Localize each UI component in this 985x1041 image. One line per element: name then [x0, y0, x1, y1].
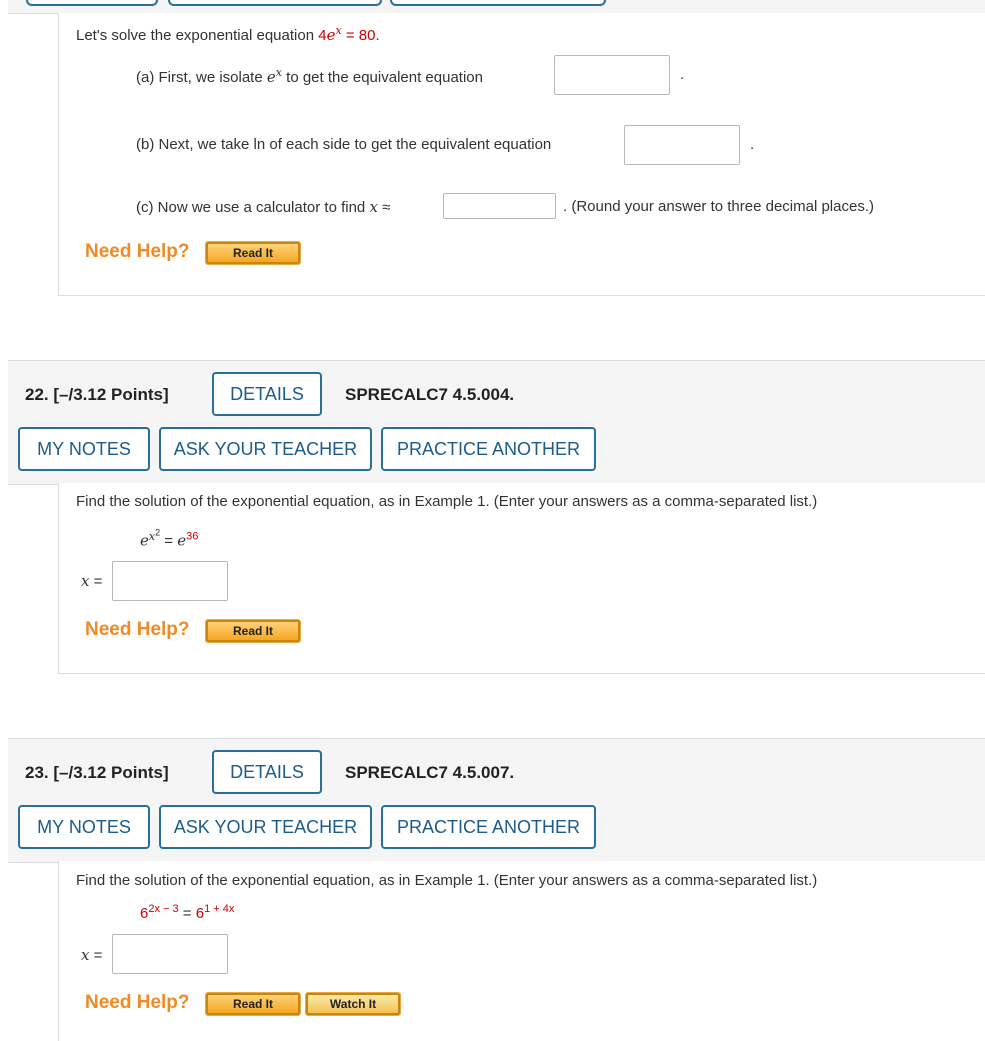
q21-part-b-input[interactable]	[624, 125, 740, 165]
q23-watch-it-button[interactable]: Watch It	[306, 993, 400, 1015]
q21-ask-teacher-button-partial[interactable]	[168, 0, 382, 6]
q21-need-help: Need Help?	[85, 241, 190, 262]
q23-ask-teacher-button[interactable]: ASK YOUR TEACHER	[159, 805, 372, 849]
q21-read-it-button[interactable]: Read It	[206, 242, 300, 264]
q21-part-a: (a) First, we isolate $e^x$ to get the equivalent equation	[136, 66, 483, 86]
q21-part-b: (b) Next, we take ln of each side to get the equivalent equation	[136, 136, 552, 153]
q21-prompt-text: Let's solve the exponential equation	[76, 27, 319, 44]
q21-header-band	[8, 0, 985, 14]
q22-prompt: Find the solution of the exponential equation, as in Example 1. (Enter your answers as a comma-separated list.)	[76, 493, 818, 510]
q21-round-note: . (Round your answer to three decimal places.)	[563, 198, 874, 215]
q21-part-c: (c) Now we use a calculator to find x ≈	[136, 198, 391, 216]
q23-code: SPRECALC7 4.5.007.	[345, 763, 515, 782]
q23-practice-another-button[interactable]: PRACTICE ANOTHER	[381, 805, 596, 849]
q22-number: 22.	[25, 385, 49, 404]
q22-details-button[interactable]: DETAILS	[212, 372, 322, 416]
q21-prompt: Let's solve the exponential equation $4e^x = 80$.	[76, 24, 380, 44]
q22-title	[25, 385, 169, 405]
q22-code: SPRECALC7 4.5.004.	[345, 385, 515, 404]
q23-answer-input[interactable]	[112, 934, 228, 974]
q23-answer-label: x =	[81, 946, 103, 964]
q23-prompt: Find the solution of the exponential equation, as in Example 1. (Enter your answers as a comma-separated list.)	[76, 872, 818, 889]
q21-part-b-period: .	[750, 136, 755, 153]
q22-points: [–/3.12 Points]	[53, 385, 169, 404]
q22-my-notes-button[interactable]: MY NOTES	[18, 427, 150, 471]
q23-need-help: Need Help?	[85, 992, 190, 1013]
q22-answer-label: x =	[81, 572, 103, 590]
q23-title	[25, 763, 169, 783]
q21-practice-button-partial[interactable]	[390, 0, 606, 6]
q23-number: 23.	[25, 763, 49, 782]
q23-equation: $6^{2x - 3} = 6^{1 + 4x}$	[140, 903, 235, 922]
q21-body	[58, 13, 985, 296]
q22-need-help: Need Help?	[85, 619, 190, 640]
q23-read-it-button[interactable]: Read It	[206, 993, 300, 1015]
q22-answer-input[interactable]	[112, 561, 228, 601]
q22-read-it-button[interactable]: Read It	[206, 620, 300, 642]
q22-practice-another-button[interactable]: PRACTICE ANOTHER	[381, 427, 596, 471]
q23-my-notes-button[interactable]: MY NOTES	[18, 805, 150, 849]
q22-equation: $e^{x^2} = e^{36}$	[140, 527, 199, 550]
q21-part-a-period: .	[680, 66, 685, 83]
q21-part-c-input[interactable]	[443, 193, 556, 219]
q21-part-a-input[interactable]	[554, 55, 670, 95]
q23-details-button[interactable]: DETAILS	[212, 750, 322, 794]
q23-points: [–/3.12 Points]	[53, 763, 169, 782]
q21-equation: $4e^x = 80$	[318, 24, 376, 44]
q21-my-notes-button-partial[interactable]	[26, 0, 158, 6]
q22-ask-teacher-button[interactable]: ASK YOUR TEACHER	[159, 427, 372, 471]
